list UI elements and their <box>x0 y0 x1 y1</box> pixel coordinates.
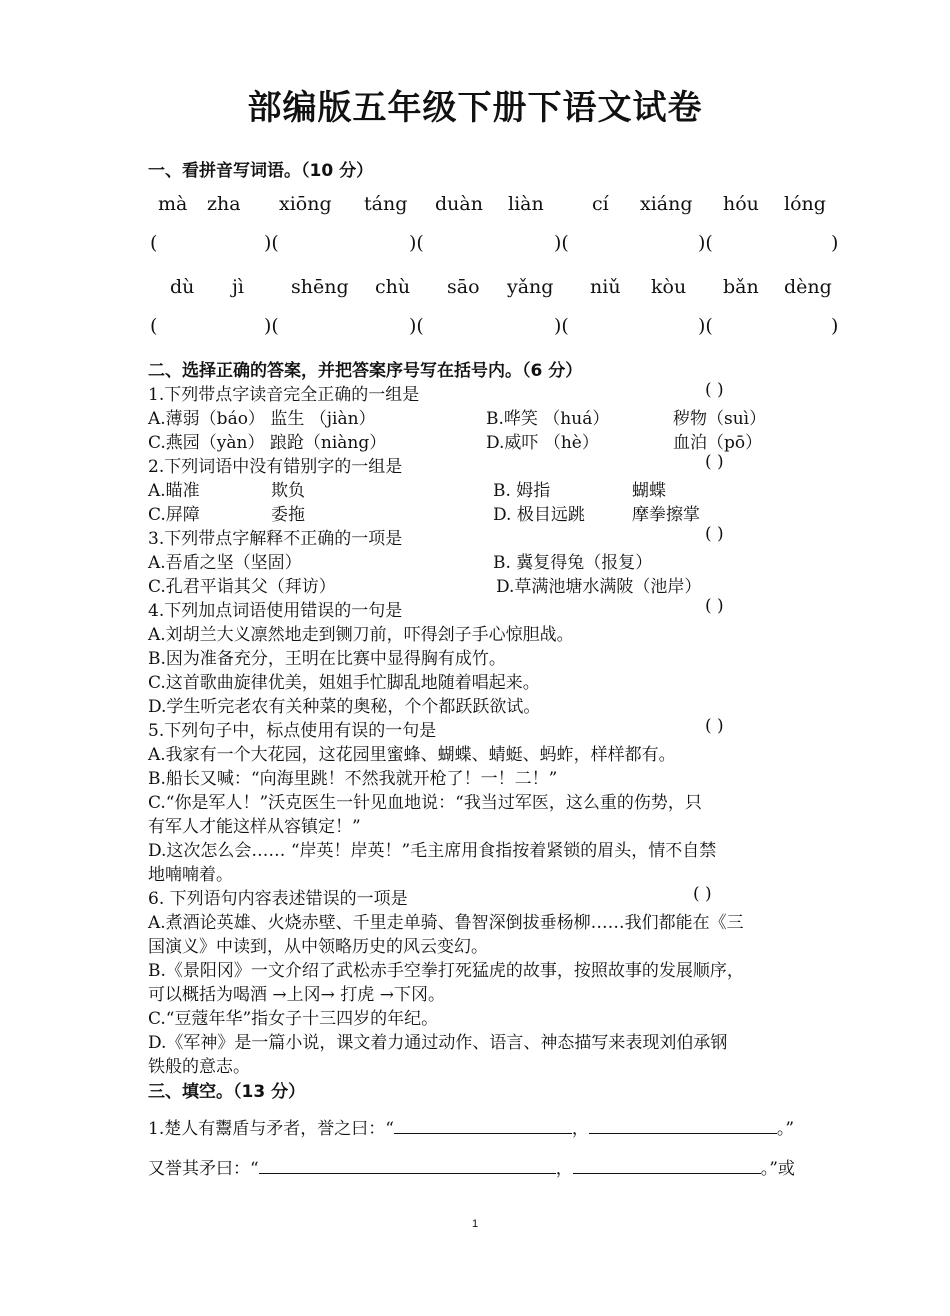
pinyin-syllable: lóng <box>784 193 826 215</box>
fill-line-1-end: 。” <box>776 1119 795 1139</box>
section2-heading: 二、选择正确的答案，并把答案序号写在括号内。（6 分） <box>148 361 583 381</box>
pinyin-syllable: bǎn <box>723 276 759 298</box>
q4-option-b: B.因为准备充分，王明在比赛中显得胸有成竹。 <box>148 649 506 669</box>
q6-option-c: C.“豆蔻年华”指女子十三四岁的年纪。 <box>148 1009 439 1029</box>
fill-line-2-end: 。”或 <box>760 1159 795 1179</box>
pinyin-syllable: shēng <box>291 276 349 298</box>
answer-box-join: )( <box>409 315 424 337</box>
q6-option-a-line2: 国演义》中读到，从中领略历史的风云变幻。 <box>148 937 488 957</box>
q5-option-c: C.“你是军人！”沃克医生一针见血地说：“我当过军医，这么重的伤势，只 <box>148 793 702 813</box>
answer-box-close: ) <box>831 232 839 254</box>
q4-option-c: C.这首歌曲旋律优美，姐姐手忙脚乱地随着唱起来。 <box>148 673 540 693</box>
question-6-stem: 6. 下列语句内容表述错误的一项是 <box>148 889 408 909</box>
pinyin-syllable: niǔ <box>590 276 621 298</box>
fill-blank[interactable] <box>573 1155 761 1174</box>
answer-box-join: )( <box>264 232 279 254</box>
q2-option-d-2: 摩拳擦掌 <box>632 505 700 525</box>
q2-option-a-2: 欺负 <box>271 481 305 501</box>
answer-box-join: )( <box>554 232 569 254</box>
question-4-answer-paren: ( ) <box>705 596 724 616</box>
q1-option-b: B.哗笑 （huá） <box>486 409 610 429</box>
pinyin-syllable: duàn <box>435 193 483 215</box>
question-2-answer-paren: ( ) <box>705 452 724 472</box>
answer-box-join: )( <box>698 232 713 254</box>
q6-option-d-line2: 铁般的意志。 <box>148 1057 250 1077</box>
answer-box-open: ( <box>150 315 158 337</box>
question-3-answer-paren: ( ) <box>705 524 724 544</box>
pinyin-syllable: xiōng <box>279 193 332 215</box>
fill-blank[interactable] <box>394 1115 572 1134</box>
q2-option-a: A.瞄准 <box>148 481 200 501</box>
question-5-stem: 5.下列句子中，标点使用有误的一句是 <box>148 721 437 741</box>
q5-option-d: D.这次怎么会…… “岸英！岸英！”毛主席用食指按着紧锁的眉头，情不自禁 <box>148 841 717 861</box>
q6-option-b: B.《景阳冈》一文介绍了武松赤手空拳打死猛虎的故事，按照故事的发展顺序， <box>148 961 744 981</box>
q2-option-b: B. 姆指 <box>493 481 551 501</box>
fill-blank[interactable] <box>589 1115 777 1134</box>
fill-blank[interactable] <box>259 1155 556 1174</box>
pinyin-syllable: cí <box>592 193 609 215</box>
section1-heading: 一、看拼音写词语。（10 分） <box>148 161 374 181</box>
q2-option-c: C.屏障 <box>148 505 200 525</box>
q4-option-a: A.刘胡兰大义凛然地走到铡刀前，吓得刽子手心惊胆战。 <box>148 625 574 645</box>
q3-option-a: A.吾盾之坚（坚固） <box>148 553 302 573</box>
q1-option-d: D.威吓 （hè） <box>486 433 599 453</box>
pinyin-syllable: zha <box>207 193 241 215</box>
pinyin-syllable: kòu <box>651 276 687 298</box>
q5-option-a: A.我家有一个大花园，这花园里蜜蜂、蝴蝶、蜻蜓、蚂蚱，样样都有。 <box>148 745 676 765</box>
section3-heading: 三、填空。（13 分） <box>148 1082 306 1102</box>
question-4-stem: 4.下列加点词语使用错误的一句是 <box>148 601 403 621</box>
answer-box-close: ) <box>831 315 839 337</box>
pinyin-syllable: jì <box>232 276 244 298</box>
q5-option-c-line2: 有军人才能这样从容镇定！” <box>148 817 361 837</box>
q3-option-c: C.孔君平诣其父（拜访） <box>148 577 336 597</box>
pinyin-syllable: liàn <box>508 193 544 215</box>
q6-option-b-line2: 可以概括为喝酒 →上冈→ 打虎 →下冈。 <box>148 985 445 1005</box>
answer-box-join: )( <box>409 232 424 254</box>
answer-box-join: )( <box>554 315 569 337</box>
q6-option-d: D.《军神》是一篇小说，课文着力通过动作、语言、神态描写来表现刘伯承钢 <box>148 1033 728 1053</box>
pinyin-syllable: mà <box>158 193 188 215</box>
q2-option-c-2: 委拖 <box>271 505 305 525</box>
fill-line-1-comma: ， <box>571 1119 589 1139</box>
fill-line-2-text: 又誉其矛曰：“ <box>148 1159 259 1179</box>
fill-line-2-comma: ， <box>555 1159 573 1179</box>
q1-option-d-2: 血泊（pō） <box>673 433 763 453</box>
pinyin-syllable: dèng <box>784 276 832 298</box>
q1-option-c: C.燕园（yàn） 踉跄（niàng） <box>148 433 387 453</box>
answer-box-join: )( <box>698 315 713 337</box>
pinyin-syllable: chù <box>375 276 411 298</box>
q3-option-d: D.草满池塘水满陂（池岸） <box>496 577 702 597</box>
pinyin-syllable: hóu <box>723 193 759 215</box>
q2-option-d: D. 极目远跳 <box>493 505 585 525</box>
page-title: 部编版五年级下册下语文试卷 <box>247 88 703 128</box>
question-2-stem: 2.下列词语中没有错别字的一组是 <box>148 457 403 477</box>
question-3-stem: 3.下列带点字解释不正确的一项是 <box>148 529 403 549</box>
fill-line-1-text: 1.楚人有鬻盾与矛者，誉之曰：“ <box>148 1119 394 1139</box>
question-1-stem: 1.下列带点字读音完全正确的一组是 <box>148 385 420 405</box>
q1-option-a: A.薄弱（báo） 监生 （jiàn） <box>148 409 376 429</box>
q1-option-b-2: 秽物（suì） <box>673 409 767 429</box>
fill-line-2 <box>148 1154 795 1179</box>
q2-option-b-2: 蝴蝶 <box>632 481 666 501</box>
q4-option-d: D.学生听完老农有关种菜的奥秘，个个都跃跃欲试。 <box>148 697 541 717</box>
answer-box-open: ( <box>150 232 158 254</box>
fill-line-1 <box>148 1114 794 1139</box>
pinyin-syllable: sāo <box>447 276 480 298</box>
q5-option-d-line2: 地喃喃着。 <box>148 865 233 885</box>
pinyin-syllable: táng <box>364 193 408 215</box>
q3-option-b: B. 冀复得兔（报复） <box>493 553 653 573</box>
q6-option-a: A.煮酒论英雄、火烧赤壁、千里走单骑、鲁智深倒拔垂杨柳……我们都能在《三 <box>148 913 744 933</box>
q5-option-b: B.船长又喊：“向海里跳！不然我就开枪了！一！二！” <box>148 769 558 789</box>
page-number: 1 <box>471 1218 479 1230</box>
question-1-answer-paren: ( ) <box>705 380 724 400</box>
answer-box-join: )( <box>264 315 279 337</box>
pinyin-syllable: xiáng <box>640 193 693 215</box>
question-6-answer-paren: ( ) <box>693 884 712 904</box>
pinyin-syllable: dù <box>170 276 195 298</box>
pinyin-syllable: yǎng <box>507 276 554 298</box>
question-5-answer-paren: ( ) <box>705 716 724 736</box>
